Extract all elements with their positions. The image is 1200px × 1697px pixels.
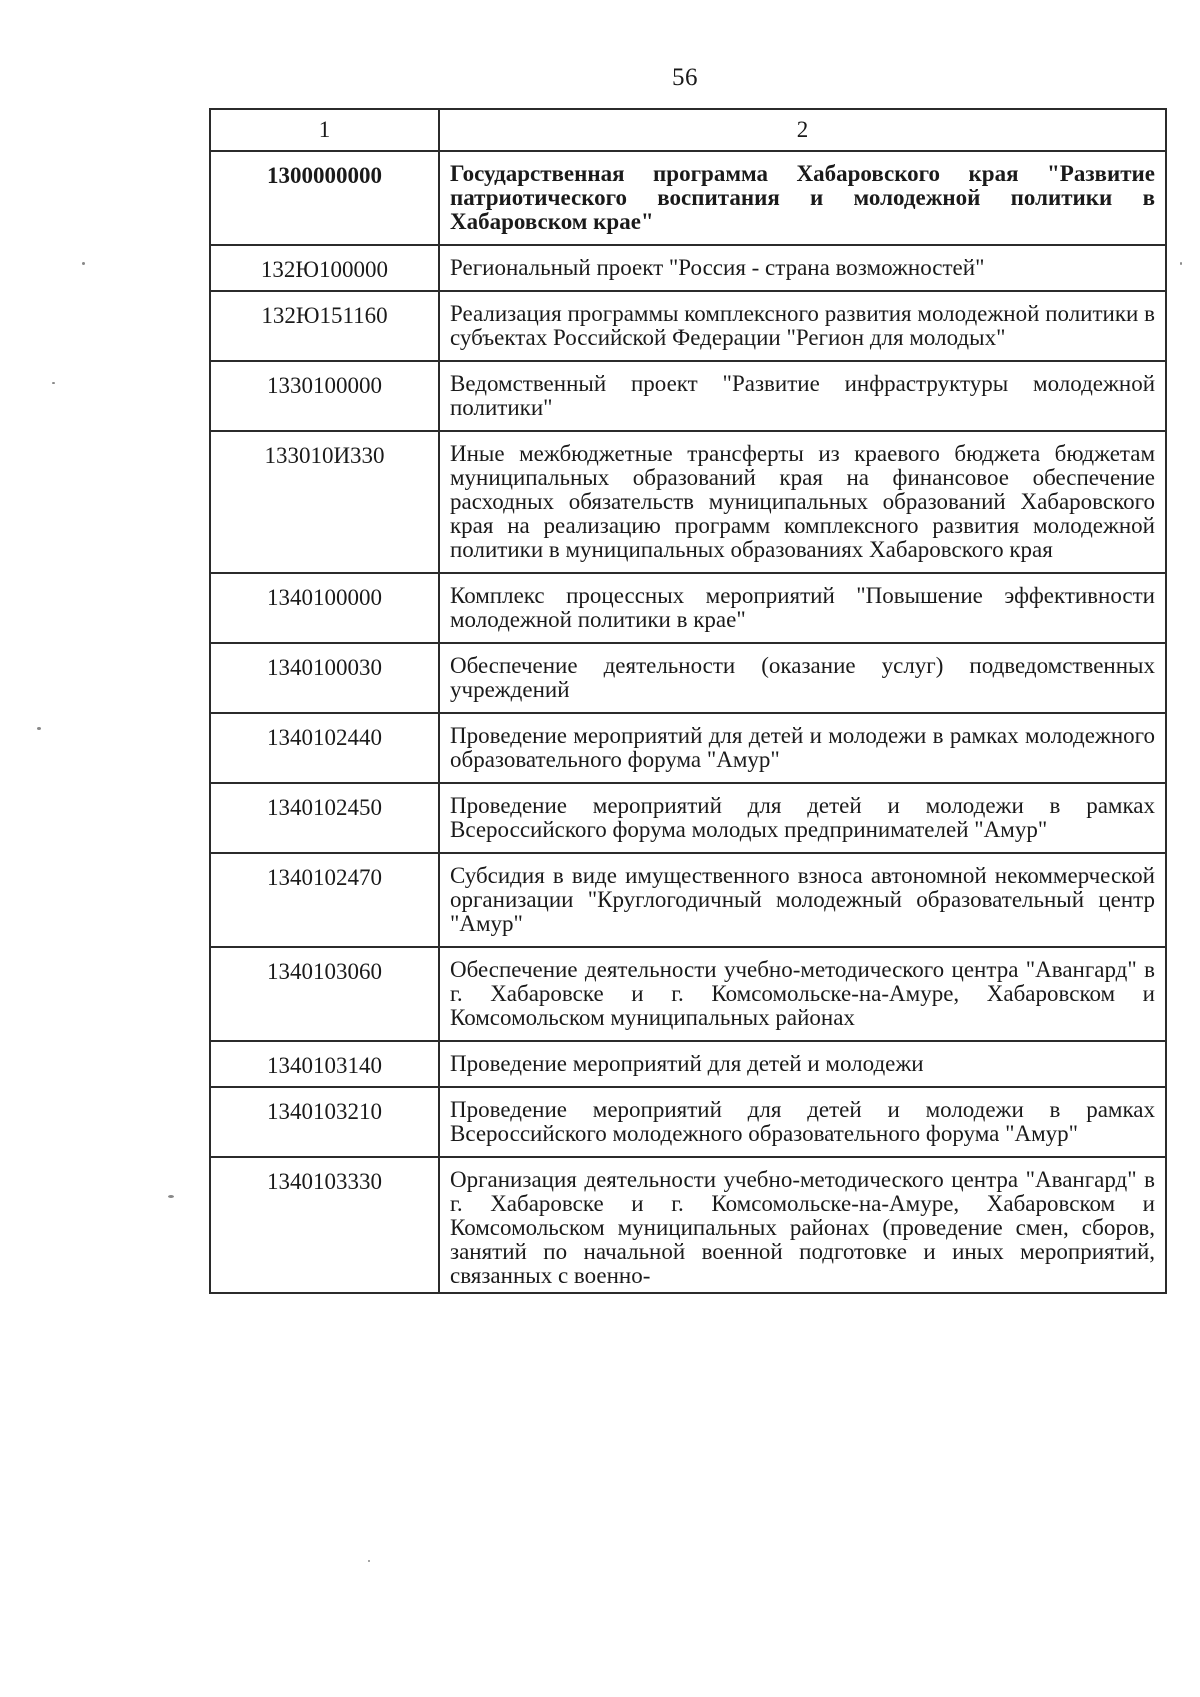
table-row bbox=[210, 643, 1166, 713]
table-row bbox=[210, 713, 1166, 783]
table-row bbox=[210, 431, 1166, 573]
page-number: 56 bbox=[672, 64, 698, 91]
table-body bbox=[210, 151, 1166, 1293]
table-row bbox=[210, 1041, 1166, 1087]
row-name-cell: Региональный проект "Россия - страна возможностей" bbox=[439, 245, 1166, 291]
table-row bbox=[210, 1157, 1166, 1293]
row-name-cell: Проведение мероприятий для детей и молодежи в рамках Всероссийского форума молодых предпринимателей "Амур" bbox=[439, 783, 1166, 853]
row-code-cell: 132Ю151160 bbox=[210, 291, 439, 361]
row-code-cell: 1340103060 bbox=[210, 947, 439, 1041]
row-code-cell: 1340100030 bbox=[210, 643, 439, 713]
row-name-cell: Реализация программы комплексного развития молодежной политики в субъектах Российской Федерации "Регион для молодых" bbox=[439, 291, 1166, 361]
row-code-cell: 1340100000 bbox=[210, 573, 439, 643]
scan-speck bbox=[168, 1195, 174, 1198]
column-header-code: 1 bbox=[210, 109, 439, 151]
row-name-cell: Проведение мероприятий для детей и молодежи в рамках молодежного образовательного форума "Амур" bbox=[439, 713, 1166, 783]
scan-speck bbox=[368, 1560, 370, 1562]
row-name-cell: Комплекс процессных мероприятий "Повышение эффективности молодежной политики в крае" bbox=[439, 573, 1166, 643]
row-code-cell: 1340103140 bbox=[210, 1041, 439, 1087]
table-row bbox=[210, 151, 1166, 245]
row-name-cell: Государственная программа Хабаровского края "Развитие патриотического воспитания и молодежной политики в Хабаровском крае" bbox=[439, 151, 1166, 245]
table-header-row bbox=[210, 109, 1166, 151]
row-code-cell: 1330100000 bbox=[210, 361, 439, 431]
scan-speck bbox=[37, 727, 41, 730]
row-name-cell: Ведомственный проект "Развитие инфраструктуры молодежной политики" bbox=[439, 361, 1166, 431]
table-row bbox=[210, 361, 1166, 431]
table-row bbox=[210, 291, 1166, 361]
row-code-cell: 1340103210 bbox=[210, 1087, 439, 1157]
budget-classification-table bbox=[209, 108, 1167, 1294]
row-code-cell: 1300000000 bbox=[210, 151, 439, 245]
row-name-cell: Субсидия в виде имущественного взноса автономной некоммерческой организации "Круглогодичный молодежный образовательный центр "Амур" bbox=[439, 853, 1166, 947]
table-row bbox=[210, 853, 1166, 947]
row-name-cell: Проведение мероприятий для детей и молодежи в рамках Всероссийского молодежного образовательного форума "Амур" bbox=[439, 1087, 1166, 1157]
table-row bbox=[210, 783, 1166, 853]
row-code-cell: 1340102470 bbox=[210, 853, 439, 947]
row-name-cell: Иные межбюджетные трансферты из краевого бюджета бюджетам муниципальных образований края на финансовое обеспечение расходных обязательств муниципальных образований Хабаровского края на реализацию программ комплексного развития молодежной политики в муниципальных образованиях Хабаровского края bbox=[439, 431, 1166, 573]
scan-speck bbox=[1180, 262, 1182, 265]
row-name-cell: Обеспечение деятельности (оказание услуг) подведомственных учреждений bbox=[439, 643, 1166, 713]
table-row bbox=[210, 1087, 1166, 1157]
row-code-cell: 1340103330 bbox=[210, 1157, 439, 1293]
row-code-cell: 1340102450 bbox=[210, 783, 439, 853]
table-row bbox=[210, 245, 1166, 291]
row-name-cell: Обеспечение деятельности учебно-методического центра "Авангард" в г. Хабаровске и г. Комсомольске-на-Амуре, Хабаровском и Комсомольском муниципальных районах bbox=[439, 947, 1166, 1041]
scan-speck bbox=[82, 262, 85, 265]
column-header-name: 2 bbox=[439, 109, 1166, 151]
scan-speck bbox=[52, 382, 55, 384]
row-code-cell: 133010И330 bbox=[210, 431, 439, 573]
table-row bbox=[210, 573, 1166, 643]
table-row bbox=[210, 947, 1166, 1041]
row-name-cell: Проведение мероприятий для детей и молодежи bbox=[439, 1041, 1166, 1087]
row-code-cell: 132Ю100000 bbox=[210, 245, 439, 291]
row-name-cell: Организация деятельности учебно-методического центра "Авангард" в г. Хабаровске и г. Комсомольске-на-Амуре, Хабаровском и Комсомольском муниципальных районах (проведение смен, сборов, занятий по начальной военной подготовке и иных мероприятий, связанных с военно- bbox=[439, 1157, 1166, 1293]
row-code-cell: 1340102440 bbox=[210, 713, 439, 783]
